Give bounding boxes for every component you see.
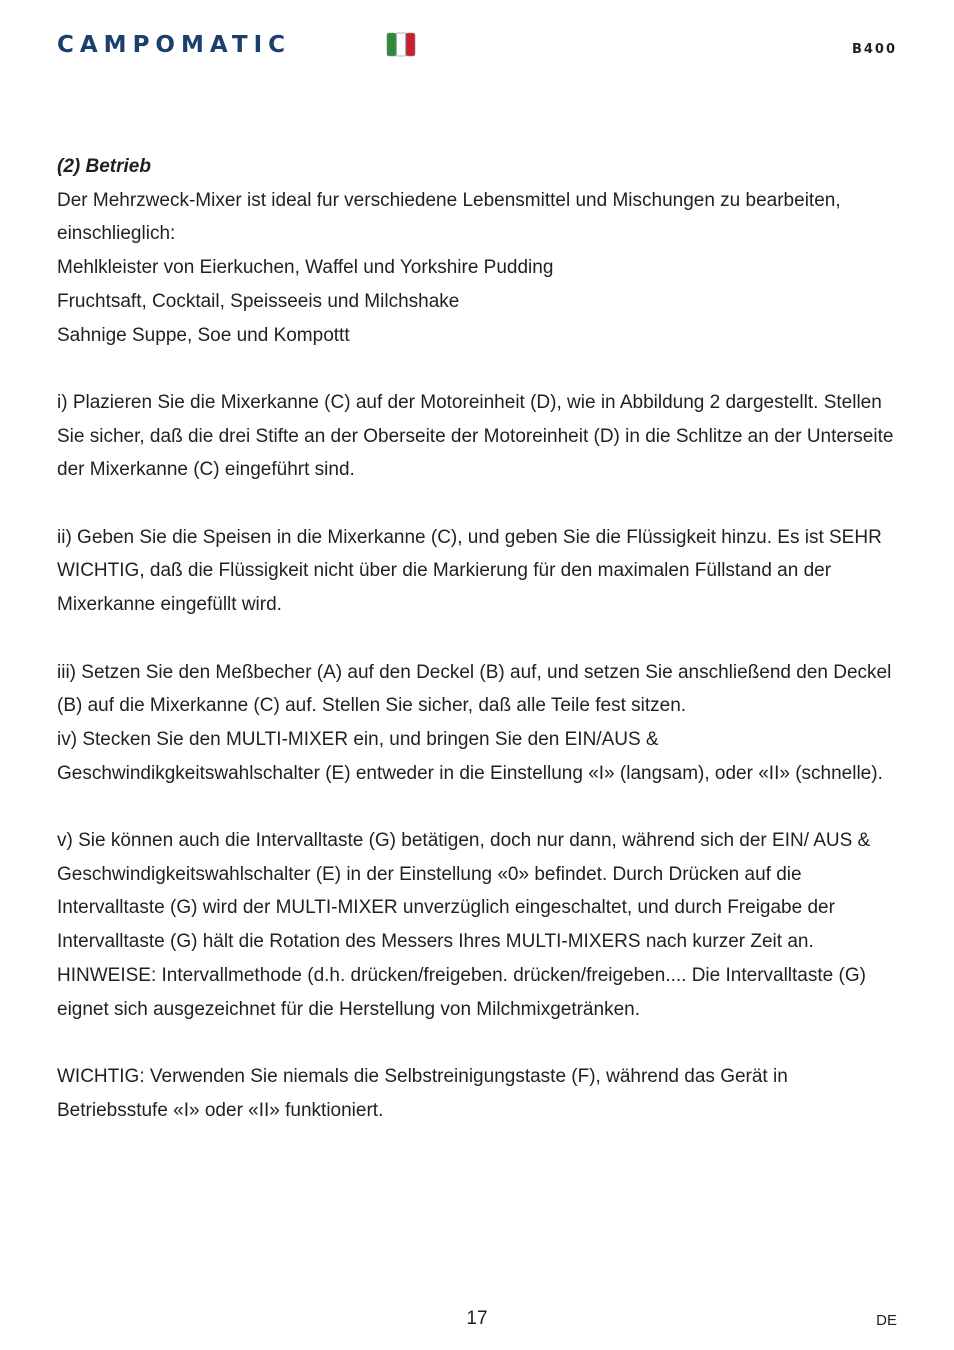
brand-name: CAMPOMATIC: [57, 32, 292, 58]
paragraph-spacer: [57, 622, 902, 656]
intro-item-soups: Sahnige Suppe, Soe und Kompottt: [57, 324, 350, 346]
flag-white-stripe: [397, 33, 406, 56]
step-1-paragraph: i) Plazieren Sie die Mixerkanne (C) auf der Motoreinheit (D), wie in Abbildung 2 dargestellt. Stellen Sie sicher, daß die drei Stifte an der Oberseite der Motoreinheit (D) in die Schlitze an der Unterseite der Mixerkanne (C) eingeführt sind.: [57, 391, 894, 481]
page-number: 17: [466, 1308, 488, 1329]
step-2-paragraph: ii) Geben Sie die Speisen in die Mixerkanne (C), und geben Sie die Flüssigkeit hinzu. Es ist SEHR WICHTIG, daß die Flüssigkeit nicht über die Markierung für den maximalen Füllstand an der Mixerkanne eingefüllt wird.: [57, 526, 882, 616]
document-body: [57, 150, 902, 1127]
intro-item-drinks: Fruchtsaft, Cocktail, Speisseeis und Milchshake: [57, 290, 460, 312]
paragraph-spacer: [57, 487, 902, 521]
flag-green-stripe: [387, 33, 396, 56]
step-3-paragraph: iii) Setzen Sie den Meßbecher (A) auf den Deckel (B) auf, und setzen Sie anschließend den Deckel (B) auf die Mixerkanne (C) auf. Stellen Sie sicher, daß alle Teile fest sitzen.: [57, 661, 892, 717]
section-heading: (2) Betrieb: [57, 156, 151, 177]
note-paragraph: HINWEISE: Intervallmethode (d.h. drücken/freigeben. drücken/freigeben.... Die Intervalltaste (G) eignet sich ausgezeichnet für die Herstellung von Milchmixgetränken.: [57, 964, 866, 1020]
paragraph-spacer: [57, 1026, 902, 1060]
campomatic-logo: [57, 30, 419, 60]
step-5-paragraph: v) Sie können auch die Intervalltaste (G) betätigen, doch nur dann, während sich der EIN/ AUS & Geschwindigkeitswahlschalter (E) in der Einstellung «0» befindet. Durch Drücken auf die Intervalltaste (G) wird der MULTI-MIXER unverzüglich eingeschaltet, und durch Freigabe der Intervalltaste (G) hält die Rotation des Messers Ihres MULTI-MIXERS nach kurzer Zeit an.: [57, 830, 871, 953]
intro-paragraph: Der Mehrzweck-Mixer ist ideal fur verschiedene Lebensmittel und Mischungen zu bearbeiten, einschlieglich:: [57, 189, 841, 245]
flag-red-stripe: [406, 33, 415, 56]
intro-item-batter: Mehlkleister von Eierkuchen, Waffel und Yorkshire Pudding: [57, 257, 554, 279]
page-header: [0, 0, 954, 80]
warning-paragraph: WICHTIG: Verwenden Sie niemals die Selbstreinigungstaste (F), während das Gerät in Betriebsstufe «I» oder «II» funktioniert.: [57, 1065, 788, 1121]
model-number: B400: [851, 42, 897, 57]
language-code: DE: [876, 1312, 897, 1329]
paragraph-spacer: [57, 352, 902, 386]
paragraph-spacer: [57, 790, 902, 824]
italian-flag-icon: [386, 31, 416, 57]
step-4-paragraph: iv) Stecken Sie den MULTI-MIXER ein, und bringen Sie den EIN/AUS & Geschwindikgkeitswahlschalter (E) entweder in die Einstellung «I» (langsam), oder «II» (schnelle).: [57, 728, 883, 784]
